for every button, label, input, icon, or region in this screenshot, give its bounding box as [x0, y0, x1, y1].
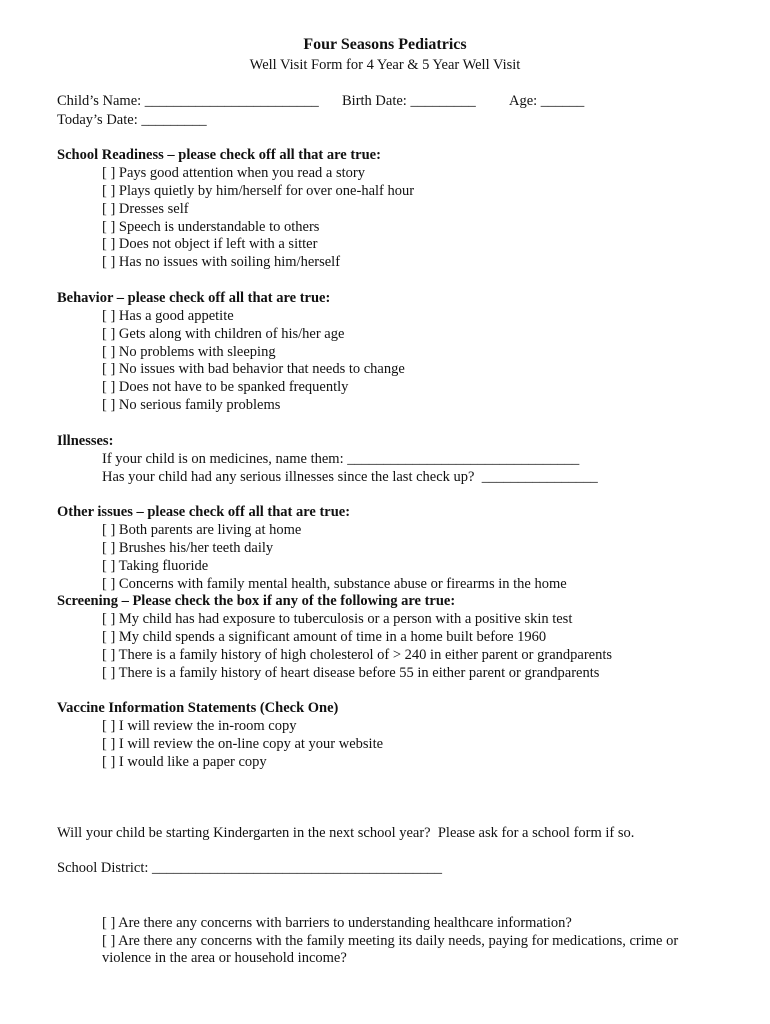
medicines-field[interactable]: If your child is on medicines, name them: ________________________________ — [102, 451, 580, 467]
checklist-item[interactable]: [ ] Are there any concerns with the family meeting its daily needs, paying for medications, crime or — [102, 933, 679, 949]
checklist-item[interactable]: [ ] Pays good attention when you read a story — [102, 165, 365, 181]
checklist-item[interactable]: [ ] Plays quietly by him/herself for over one-half hour — [102, 183, 415, 199]
illnesses-heading: Illnesses: — [57, 433, 114, 449]
behavior-heading: Behavior – please check off all that are true: — [57, 290, 331, 306]
checklist-item[interactable]: [ ] There is a family history of high cholesterol of > 240 in either parent or grandparents — [102, 647, 613, 663]
checklist-item[interactable]: [ ] No serious family problems — [102, 397, 281, 413]
screening-heading: Screening – Please check the box if any of the following are true: — [57, 593, 456, 609]
checklist-item[interactable]: [ ] My child has had exposure to tuberculosis or a person with a positive skin test — [102, 611, 573, 627]
checklist-item[interactable]: [ ] Has no issues with soiling him/herself — [102, 254, 341, 270]
vaccine-heading: Vaccine Information Statements (Check One) — [57, 700, 339, 716]
checklist-item[interactable]: [ ] Taking fluoride — [102, 558, 209, 574]
checklist-item[interactable]: [ ] I will review the on-line copy at your website — [102, 736, 384, 752]
kindergarten-question: Will your child be starting Kindergarten in the next school year? Please ask for a school form if so. — [57, 825, 635, 841]
page-title: Four Seasons Pediatrics — [303, 36, 467, 53]
checklist-item[interactable]: [ ] Are there any concerns with barriers to understanding healthcare information? — [102, 915, 572, 931]
checklist-item[interactable]: [ ] Does not object if left with a sitter — [102, 236, 318, 252]
child-name-field[interactable]: Child’s Name: ________________________ — [57, 93, 319, 109]
school-district-field[interactable]: School District: ________________________________________ — [57, 860, 443, 876]
checklist-item[interactable]: [ ] Concerns with family mental health, substance abuse or firearms in the home — [102, 576, 567, 592]
checklist-item[interactable]: [ ] I will review the in-room copy — [102, 718, 297, 734]
checklist-item[interactable]: [ ] There is a family history of heart disease before 55 in either parent or grandparents — [102, 665, 600, 681]
checklist-item[interactable]: [ ] Speech is understandable to others — [102, 219, 320, 235]
checklist-item[interactable]: [ ] Does not have to be spanked frequently — [102, 379, 349, 395]
serious-illness-field[interactable]: Has your child had any serious illnesses since the last check up? ________________ — [102, 469, 598, 485]
checklist-item[interactable]: [ ] Has a good appetite — [102, 308, 234, 324]
birth-date-field[interactable]: Birth Date: _________ — [342, 93, 476, 109]
checklist-item-continuation: violence in the area or household income? — [102, 950, 347, 966]
checklist-item[interactable]: [ ] No issues with bad behavior that needs to change — [102, 361, 405, 377]
other-issues-heading: Other issues – please check off all that are true: — [57, 504, 351, 520]
checklist-item[interactable]: [ ] No problems with sleeping — [102, 344, 276, 360]
age-field[interactable]: Age: ______ — [509, 93, 585, 109]
school-readiness-heading: School Readiness – please check off all that are true: — [57, 147, 381, 163]
checklist-item[interactable]: [ ] Both parents are living at home — [102, 522, 302, 538]
todays-date-field[interactable]: Today’s Date: _________ — [57, 112, 207, 128]
checklist-item[interactable]: [ ] Gets along with children of his/her age — [102, 326, 345, 342]
page-subtitle: Well Visit Form for 4 Year & 5 Year Well Visit — [249, 57, 521, 73]
checklist-item[interactable]: [ ] My child spends a significant amount of time in a home built before 1960 — [102, 629, 547, 645]
checklist-item[interactable]: [ ] I would like a paper copy — [102, 754, 267, 770]
checklist-item[interactable]: [ ] Brushes his/her teeth daily — [102, 540, 274, 556]
checklist-item[interactable]: [ ] Dresses self — [102, 201, 189, 217]
